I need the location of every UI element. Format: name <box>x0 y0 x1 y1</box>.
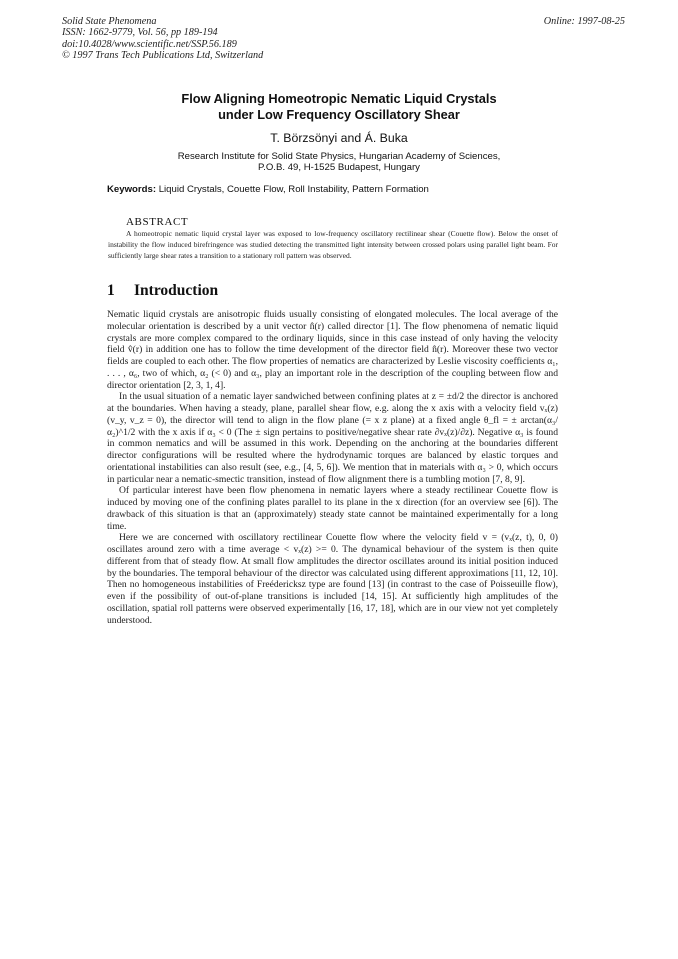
authors: T. Börzsönyi and Á. Buka <box>270 131 408 145</box>
title-line-1: Flow Aligning Homeotropic Nematic Liquid Crystals <box>181 91 497 106</box>
affiliation-line-1: Research Institute for Solid State Physics, Hungarian Academy of Sciences, <box>177 151 501 162</box>
copyright-line: © 1997 Trans Tech Publications Ltd, Switzerland <box>62 50 264 62</box>
journal-header <box>62 16 263 62</box>
paragraph: Here we are concerned with oscillatory rectilinear Couette flow where the velocity field v = (vₓ(z, t), 0, 0) oscillates around zero with a time average < vₓ(z) >= 0. The dynamical behaviour of the system is then quite different from that of steady flow. At small flow amplitudes the director oscillates around its initial position induced by the boundaries. The temporal behaviour of the director was calculated using different approximations [11, 12, 10]. Then no homogeneous instabilities of Freédericksz type are found [13] (in contrast to the case of Poisseuille flow), even if the possibility of out-of-plane transitions is included [14, 15]. At sufficiently high amplitudes of the oscillation, spatial roll patterns were observed experimentally [16, 17, 18], which are in our view not yet completely understood. <box>107 532 558 626</box>
paragraph: Of particular interest have been flow phenomena in nematic layers where a steady rectilinear Couette flow is induced by moving one of the confining plates parallel to its plane in the x direction (for an overview see [6]). The drawback of this situation is that an (approximately) steady state cannot be maintained experimentally for a long time. <box>107 485 558 532</box>
section-heading <box>107 282 218 300</box>
keywords <box>107 184 429 195</box>
journal-name: Solid State Phenomena <box>62 16 157 27</box>
issn-line: ISSN: 1662-9779, Vol. 56, pp 189-194 <box>62 27 218 39</box>
abstract-text: A homeotropic nematic liquid crystal layer was exposed to low-frequency oscillatory rectilinear shear (Couette flow). Below the onset of instability the flow induced birefringence was studied detecting the transmitted light intensity between crossed polars using parallel light beam. For sufficiently large shear rates a transition to a stationary roll pattern was observed. <box>108 229 558 260</box>
paper-title <box>0 91 678 122</box>
section-body <box>107 309 558 626</box>
doi-line: doi:10.4028/www.scientific.net/SSP.56.189 <box>62 38 237 50</box>
title-line-2: under Low Frequency Oscillatory Shear <box>218 106 460 122</box>
keywords-label: Keywords: <box>107 184 157 195</box>
affiliation-line-2: P.O.B. 49, H-1525 Budapest, Hungary <box>258 162 420 174</box>
section-title: Introduction <box>134 282 219 299</box>
paragraph: In the usual situation of a nematic layer sandwiched between confining plates at z = ±d/2 the director is anchored at the boundaries. When having a steady, plane, parallel shear flow, e.g. along the x axis with a velocity field vₓ(z) (v_y, v_z = 0), the director will tend to align in the flow plane (= x z plane) at a fixed angle θ_fl = ± arctan(α₃/α₂)^1/2 with the x axis if α₃ < 0 (The ± sign pertains to positive/negative shear rate ∂vₓ(z)/∂z). Negative α₃ is found in common nematics and will be assumed in this work. Depending on the anchoring at the boundaries different director configurations will be resulted where the hydrodynamic torques are balanced by elastic torques and orientational instabilities can also result (see, e.g., [4, 5, 6]). We mention that in materials with α₃ > 0, which occurs in particular near a nematic-smectic transition, instead of flow alignment there is a tumbling motion [7, 8, 9]. <box>107 391 558 485</box>
affiliation <box>0 151 678 173</box>
keywords-text: Liquid Crystals, Couette Flow, Roll Instability, Pattern Formation <box>156 184 429 195</box>
paragraph: Nematic liquid crystals are anisotropic fluids usually consisting of elongated molecules. The local average of the molecular orientation is described by a unit vector n̂(r) called director [1]. The flow phenomena of nematic liquid crystals are more complex compared to the ordinary liquids, since in this case instead of only having the velocity field v̂(r) in addition one has to follow the time development of the director field n̂(r). Moreover these two vector fields are coupled to each other. The flow properties of nematics are characterized by Leslie viscosity coefficients α₁, . . . , α₆, two of which, α₂ (< 0) and α₃, play an important role in the description of the coupling between flow and director orientation [2, 3, 1, 4]. <box>107 309 558 391</box>
abstract-heading: ABSTRACT <box>126 216 189 228</box>
section-number: 1 <box>107 282 115 299</box>
online-date: Online: 1997-08-25 <box>543 16 625 27</box>
